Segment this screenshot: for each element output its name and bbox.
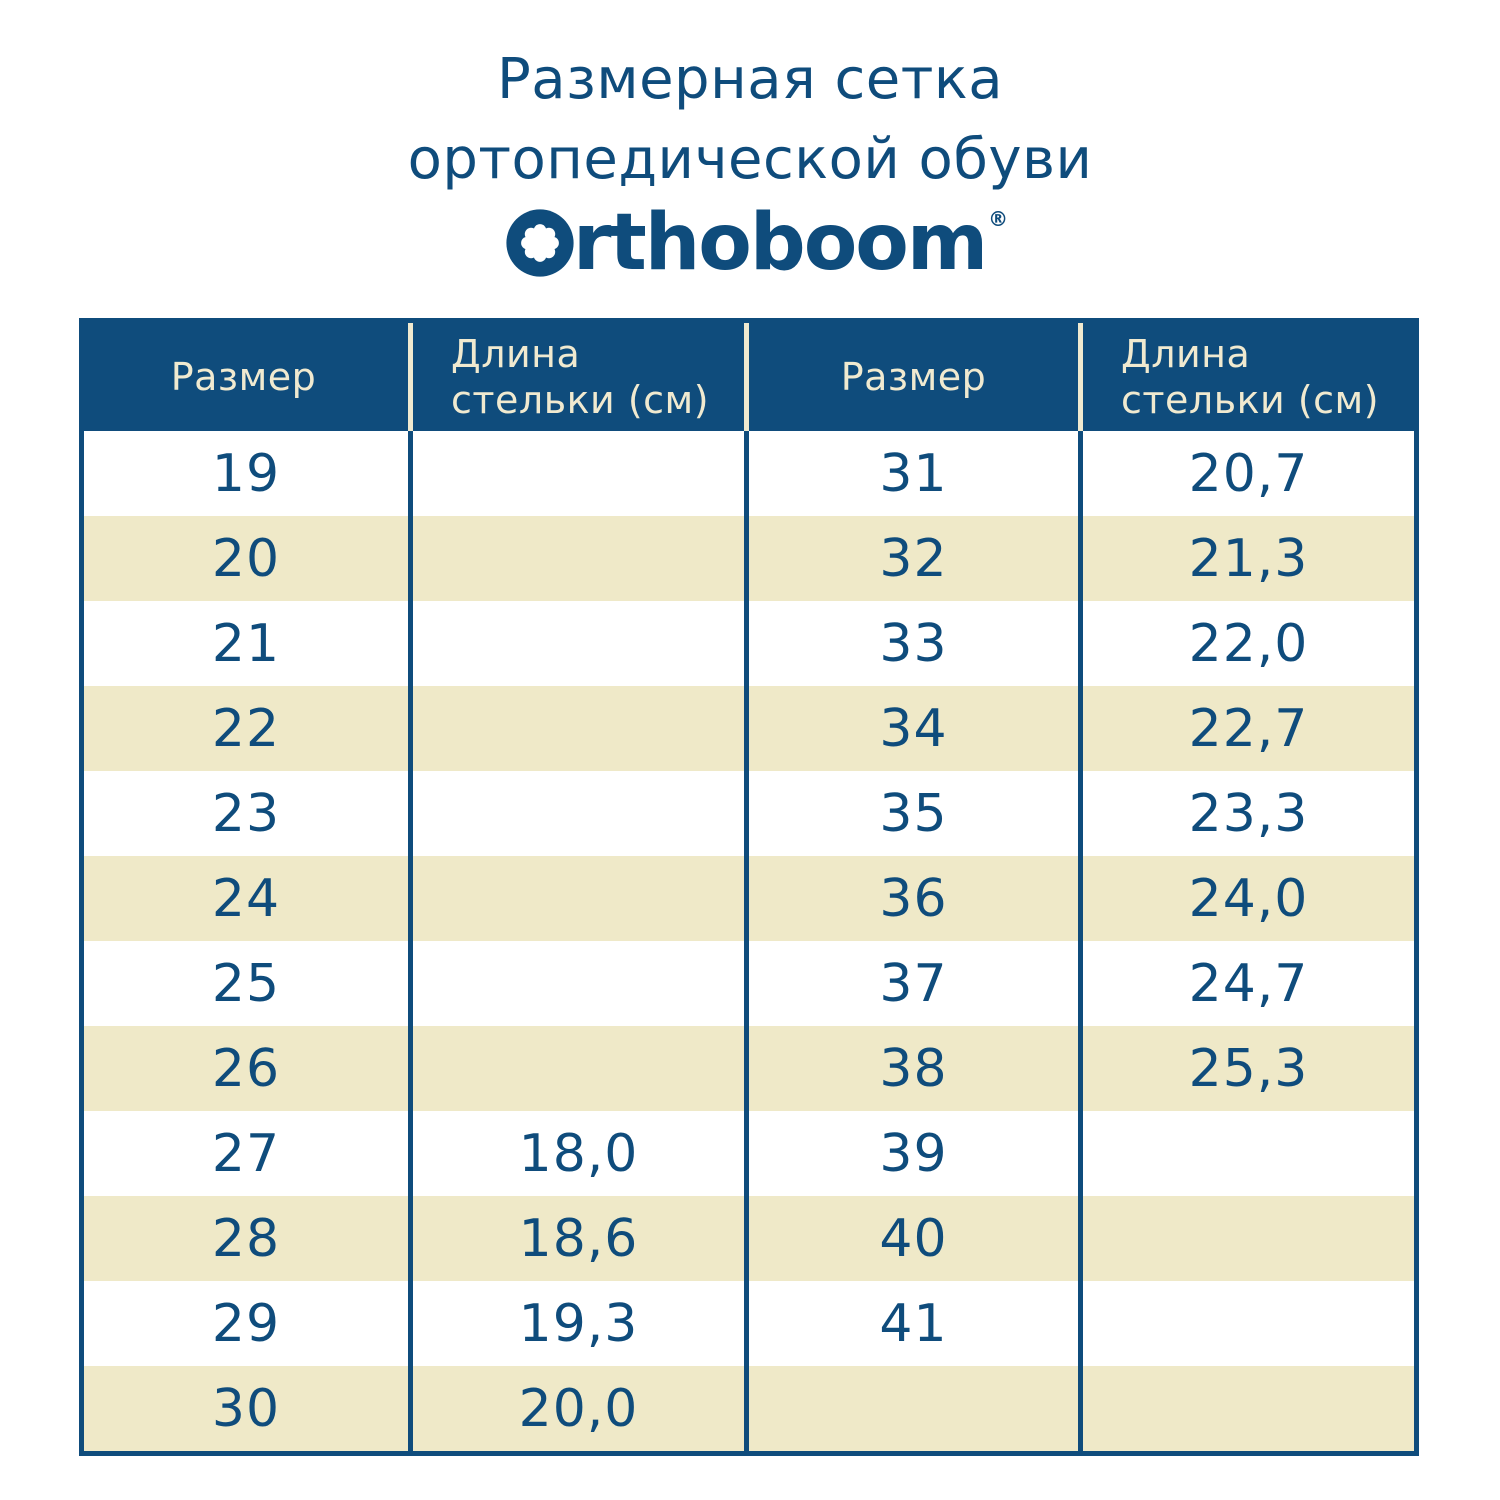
cell-size-b: 40 xyxy=(749,1196,1083,1281)
cell-size-a: 20 xyxy=(79,516,413,601)
cell-length-a xyxy=(413,941,749,1026)
cell-length-b: 24,0 xyxy=(1083,856,1419,941)
header-size-a xyxy=(79,323,413,431)
cell-size-a: 29 xyxy=(79,1281,413,1366)
cell-size-a: 30 xyxy=(79,1366,413,1451)
cell-length-b: 22,0 xyxy=(1083,601,1419,686)
cell-size-b: 31 xyxy=(749,431,1083,516)
table-row xyxy=(79,516,1419,601)
header-length-b-line-1: Длина xyxy=(1121,332,1251,376)
cell-size-a: 24 xyxy=(79,856,413,941)
registered-mark: ® xyxy=(988,207,1009,231)
cell-length-a xyxy=(413,856,749,941)
cell-length-b xyxy=(1083,1111,1419,1196)
cell-size-b: 39 xyxy=(749,1111,1083,1196)
table-row xyxy=(79,1366,1419,1451)
table-row xyxy=(79,1026,1419,1111)
table-row xyxy=(79,1281,1419,1366)
table-row xyxy=(79,771,1419,856)
cell-size-a: 25 xyxy=(79,941,413,1026)
cell-length-a xyxy=(413,601,749,686)
cell-size-a: 28 xyxy=(79,1196,413,1281)
cell-size-a: 27 xyxy=(79,1111,413,1196)
cell-size-b: 35 xyxy=(749,771,1083,856)
brand-logo-icon xyxy=(505,208,575,278)
cell-length-a xyxy=(413,516,749,601)
cell-length-a: 18,0 xyxy=(413,1111,749,1196)
cell-length-b: 20,7 xyxy=(1083,431,1419,516)
cell-size-b: 36 xyxy=(749,856,1083,941)
table-row xyxy=(79,601,1419,686)
table-row xyxy=(79,856,1419,941)
cell-length-a: 19,3 xyxy=(413,1281,749,1366)
table-row xyxy=(79,431,1419,516)
cell-length-b xyxy=(1083,1196,1419,1281)
header-size-b-label: Размер xyxy=(840,355,987,399)
cell-length-b xyxy=(1083,1281,1419,1366)
cell-size-a: 22 xyxy=(79,686,413,771)
cell-size-b: 41 xyxy=(749,1281,1083,1366)
cell-length-b: 25,3 xyxy=(1083,1026,1419,1111)
header-length-b xyxy=(1083,323,1419,431)
table-row xyxy=(79,686,1419,771)
cell-size-a: 26 xyxy=(79,1026,413,1111)
table-row xyxy=(79,1111,1419,1196)
cell-size-a: 21 xyxy=(79,601,413,686)
cell-length-a: 18,6 xyxy=(413,1196,749,1281)
cell-length-b: 24,7 xyxy=(1083,941,1419,1026)
cell-size-b: 37 xyxy=(749,941,1083,1026)
cell-length-a xyxy=(413,686,749,771)
page-title-line-2: ортопедической обуви xyxy=(407,127,1093,192)
cell-length-a xyxy=(413,1026,749,1111)
cell-length-b: 23,3 xyxy=(1083,771,1419,856)
cell-length-b: 21,3 xyxy=(1083,516,1419,601)
header-length-a xyxy=(413,323,749,431)
header-size-b xyxy=(749,323,1083,431)
header-length-a-line-2: стельки (см) xyxy=(451,378,710,422)
cell-length-a: 20,0 xyxy=(413,1366,749,1451)
cell-size-b: 33 xyxy=(749,601,1083,686)
header-length-a-line-1: Длина xyxy=(451,332,581,376)
header-length-b-line-2: стельки (см) xyxy=(1121,378,1380,422)
cell-size-a: 23 xyxy=(79,771,413,856)
cell-size-a: 19 xyxy=(79,431,413,516)
cell-size-b: 38 xyxy=(749,1026,1083,1111)
cell-length-a xyxy=(413,771,749,856)
table-header xyxy=(79,323,1419,431)
cell-size-b xyxy=(749,1366,1083,1451)
table-row xyxy=(79,941,1419,1026)
brand-name: rthoboom xyxy=(573,198,987,288)
cell-size-b: 32 xyxy=(749,516,1083,601)
page-title-line-1: Размерная сетка xyxy=(496,47,1004,112)
cell-length-b: 22,7 xyxy=(1083,686,1419,771)
cell-size-b: 34 xyxy=(749,686,1083,771)
table-body xyxy=(79,431,1419,1451)
brand-logo xyxy=(505,198,1009,288)
header-size-a-label: Размер xyxy=(170,355,317,399)
size-chart-table xyxy=(79,318,1419,1456)
table-row xyxy=(79,1196,1419,1281)
cell-length-a xyxy=(413,431,749,516)
cell-length-b xyxy=(1083,1366,1419,1451)
